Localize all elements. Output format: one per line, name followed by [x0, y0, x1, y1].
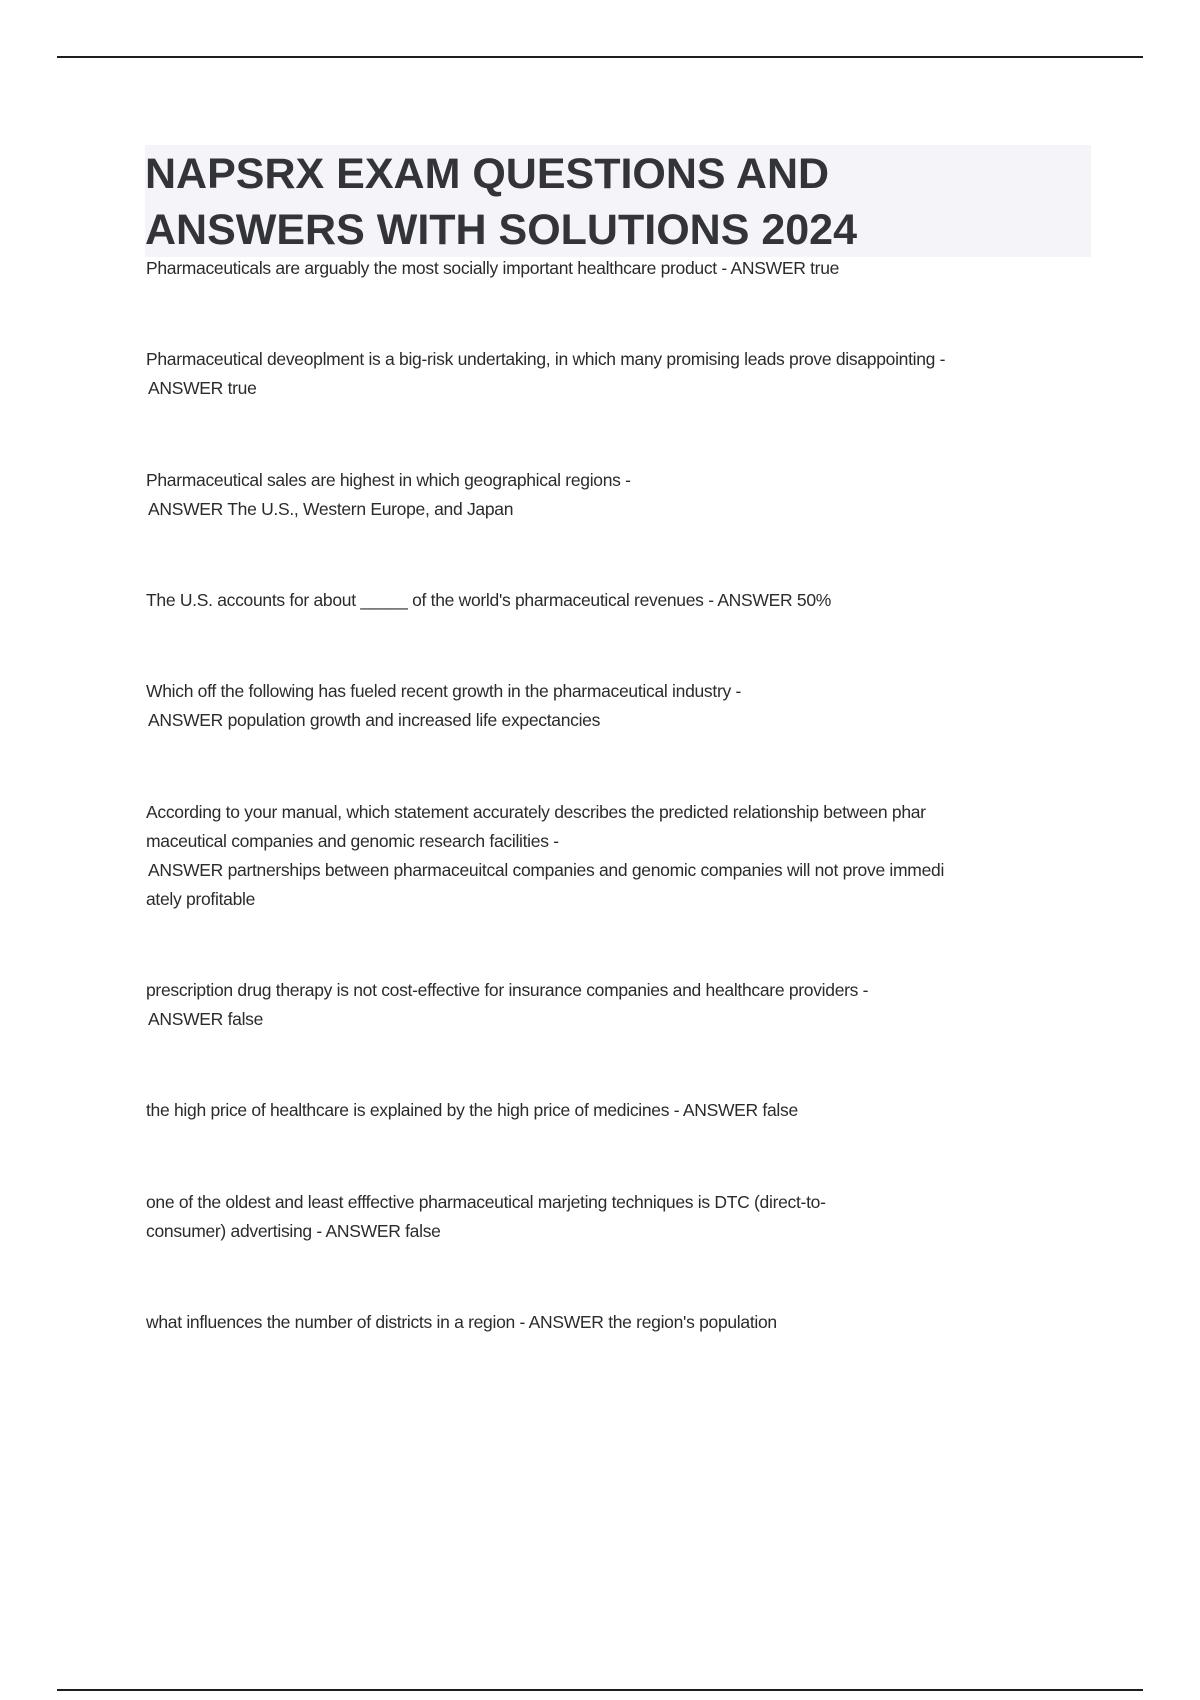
qa-line: Pharmaceuticals are arguably the most socially important healthcare product - ANSWER true [146, 258, 840, 278]
qa-line: maceutical companies and genomic research facilities - [146, 831, 559, 851]
qa-line: one of the oldest and least efffective pharmaceutical marjeting techniques is DTC (direct-to- [146, 1192, 826, 1212]
qa-line: Which off the following has fueled recent growth in the pharmaceutical industry - [146, 681, 742, 701]
qa-line: consumer) advertising - ANSWER false [146, 1221, 441, 1241]
qa-answer-line: ANSWER false [148, 1009, 264, 1029]
qa-answer-line: ANSWER true [148, 378, 257, 398]
qa-item-1 [146, 254, 1086, 283]
qa-line: According to your manual, which statement accurately describes the predicted relationship between phar [146, 802, 926, 822]
qa-item-5 [146, 677, 1086, 735]
qa-line: ately profitable [146, 889, 256, 909]
document-title [145, 146, 1091, 258]
qa-item-4 [146, 586, 1086, 615]
qa-line: Pharmaceutical deveoplment is a big-risk undertaking, in which many promising leads prove disappointing - [146, 349, 946, 369]
qa-answer-line: ANSWER partnerships between pharmaceuitcal companies and genomic companies will not prove immedi [148, 860, 945, 880]
qa-answer-line: ANSWER The U.S., Western Europe, and Japan [148, 499, 514, 519]
bottom-rule [57, 1689, 1143, 1691]
qa-item-10 [146, 1308, 1086, 1337]
qa-item-3 [146, 466, 1086, 524]
qa-line: prescription drug therapy is not cost-effective for insurance companies and healthcare providers - [146, 980, 869, 1000]
qa-line: The U.S. accounts for about _____ of the world's pharmaceutical revenues - ANSWER 50% [146, 590, 832, 610]
title-block [145, 145, 1091, 257]
qa-line: the high price of healthcare is explained by the high price of medicines - ANSWER false [146, 1100, 798, 1120]
qa-line: what influences the number of districts in a region - ANSWER the region's population [146, 1312, 777, 1332]
qa-item-6 [146, 798, 1086, 914]
title-line-2: ANSWERS WITH SOLUTIONS 2024 [145, 206, 857, 254]
qa-item-8 [146, 1096, 1086, 1125]
top-rule [57, 56, 1143, 58]
qa-line: Pharmaceutical sales are highest in which geographical regions - [146, 470, 631, 490]
title-line-1: NAPSRX EXAM QUESTIONS AND [145, 150, 830, 198]
qa-item-9 [146, 1188, 1086, 1246]
qa-item-7 [146, 976, 1086, 1034]
qa-item-2 [146, 345, 1086, 403]
qa-answer-line: ANSWER population growth and increased life expectancies [148, 710, 601, 730]
